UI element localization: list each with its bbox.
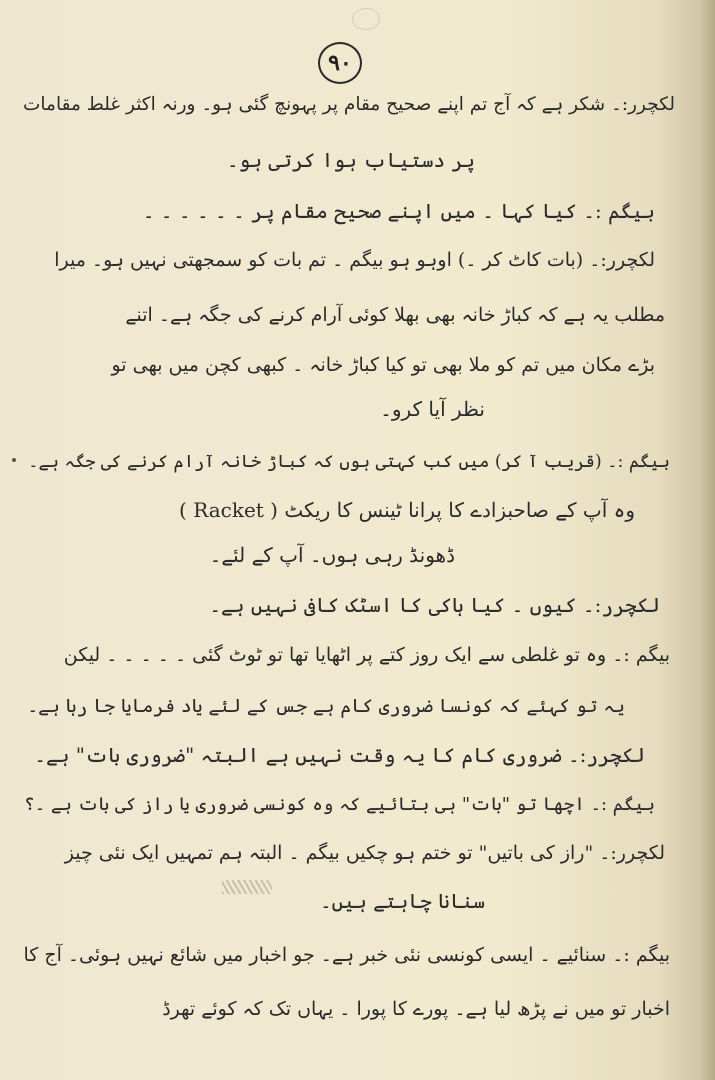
ink-dot bbox=[12, 458, 16, 462]
text-line: بیگم :۔ کیا کہا ۔ میں اپنے صحیح مقام پر ۔ ۔ ۔ ۔ ۔ ۔ bbox=[142, 199, 655, 223]
page-edge-shadow bbox=[697, 0, 715, 1080]
text-line: لکچرر:۔ (بات کاٹ کر ۔) اوہو ہو بیگم ۔ تم بات کو سمجھتی نہیں ہو۔ میرا bbox=[54, 249, 655, 271]
text-line: وہ آپ کے صاحبزادے کا پرانا ٹینس کا ریکٹ ( Racket ) bbox=[179, 498, 635, 522]
text-line: لکچرر:۔ "راز کی باتیں" تو ختم ہو چکیں بیگم ۔ البتہ ہم تمہیں ایک نئی چیز bbox=[64, 842, 665, 864]
text-line: بیگم :۔ (قریب آ کر) میں کب کہتی ہوں کہ کباڑ خانہ آرام کرنے کی جگہ ہے۔ bbox=[28, 452, 670, 472]
text-line: بیگم :۔ سنائیے ۔ ایسی کونسی نئی خبر ہے۔ جو اخبار میں شائع نہیں ہوئی۔ آج کا bbox=[23, 944, 670, 966]
text-line: سنانا چاہتے ہیں۔ bbox=[319, 889, 485, 913]
text-line: یہ تو کہئے کہ کونسا ضروری کام ہے جس کے لئے یاد فرمایا جا رہا ہے۔ bbox=[27, 696, 625, 717]
text-line: لکچرر:۔ ضروری کام کا یہ وقت نہیں ہے البتہ "ضروری بات" ہے۔ bbox=[34, 743, 645, 767]
text-line: ڈھونڈ رہی ہوں۔ آپ کے لئے۔ bbox=[209, 543, 455, 567]
bleed-through-mark bbox=[352, 8, 380, 30]
text-line: پر دستیاب ہوا کرتی ہو۔ bbox=[226, 148, 475, 172]
text-line: بڑے مکان میں تم کو ملا بھی تو کیا کباڑ خانہ ۔ کبھی کچن میں بھی تو bbox=[111, 354, 655, 376]
text-line: بیگم :۔ وہ تو غلطی سے ایک روز کتے پر اٹھایا تھا تو ٹوٹ گئی ۔ ۔ ۔ ۔ ۔ لیکن bbox=[63, 644, 670, 666]
text-line: لکچرر:۔ شکر ہے کہ آج تم اپنے صحیح مقام پر پہونچ گئی ہو۔ ورنہ اکثر غلط مقامات bbox=[23, 94, 675, 115]
text-line: اخبار تو میں نے پڑھ لیا ہے۔ پورے کا پورا ۔ یہاں تک کہ کوئے تھرڈ bbox=[162, 998, 670, 1020]
pencil-scribble bbox=[222, 880, 272, 894]
text-line: نظر آیا کرو۔ bbox=[380, 397, 485, 421]
text-line: لکچرر:۔ کیوں ۔ کیا ہاکی کا اسٹک کافی نہیں ہے۔ bbox=[209, 593, 660, 617]
text-line: بیگم :۔ اچھا تو "بات" ہی بتائیے کہ وہ کونسی ضروری یا راز کی بات ہے ۔؟ bbox=[24, 794, 655, 815]
page-number: ۹۰ bbox=[318, 42, 362, 84]
text-line: مطلب یہ ہے کہ کباڑ خانہ بھی بھلا کوئی آرام کرنے کی جگہ ہے۔ اتنے bbox=[125, 304, 665, 326]
